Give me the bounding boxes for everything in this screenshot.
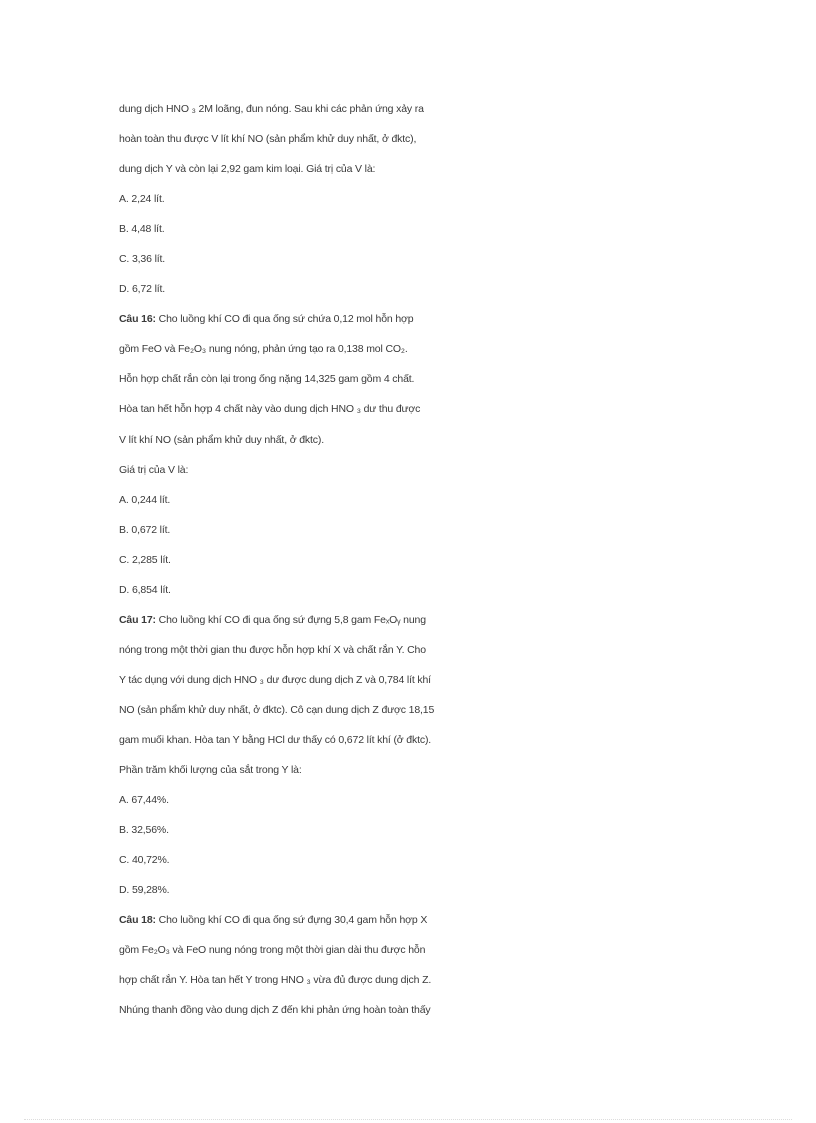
line-text: Cho luồng khí CO đi qua ống sứ đựng 30,4 gam hỗn hợp X (155, 914, 428, 927)
line-text: NO (sản phẩm khử duy nhất, ở đktc). Cô cạn dung dịch Z được 18,15 (119, 703, 435, 716)
line-text: Hỗn hợp chất rắn còn lại trong ống nặng 14,325 gam gồm 4 chất. (119, 373, 415, 386)
text-line (119, 969, 479, 999)
line-text: Y tác dụng với dung dịch HNO ₃ dư được dung dịch Z và 0,784 lít khí (119, 673, 431, 686)
line-text: nóng trong một thời gian thu được hỗn hợp khí X và chất rắn Y. Cho (119, 643, 426, 656)
line-text: gồm FeO và Fe₂O₃ nung nóng, phản ứng tạo ra 0,138 mol CO₂. (119, 343, 408, 356)
line-text: Hòa tan hết hỗn hợp 4 chất này vào dung dịch HNO ₃ dư thu được (119, 403, 421, 416)
text-line (119, 639, 479, 669)
question-line (119, 909, 479, 939)
text-line (119, 218, 479, 248)
question-line (119, 609, 479, 639)
line-text: D. 6,854 lít. (119, 583, 171, 596)
text-line (119, 819, 479, 849)
text-line (119, 98, 479, 128)
line-text: Cho luồng khí CO đi qua ống sứ chứa 0,12 mol hỗn hợp (155, 313, 414, 326)
line-text: B. 0,672 lít. (119, 523, 171, 536)
line-text: B. 32,56%. (119, 824, 169, 837)
text-line (119, 398, 479, 428)
text-line (119, 158, 479, 188)
text-line (119, 338, 479, 368)
question-number: Câu 16: (119, 313, 156, 326)
text-line (119, 429, 479, 459)
text-line (119, 879, 479, 909)
question-number: Câu 18: (119, 914, 156, 927)
line-text: A. 2,24 lít. (119, 193, 165, 206)
text-line (119, 939, 479, 969)
question-line (119, 308, 479, 338)
line-text: Giá trị của V là: (119, 463, 189, 476)
text-line (119, 549, 479, 579)
line-text: hợp chất rắn Y. Hòa tan hết Y trong HNO ₃ vừa đủ được dung dịch Z. (119, 974, 432, 987)
line-text: C. 2,285 lít. (119, 553, 171, 566)
line-text: C. 3,36 lít. (119, 253, 166, 266)
text-line (119, 128, 479, 158)
line-text: C. 40,72%. (119, 854, 170, 867)
text-line (119, 248, 479, 278)
page-bottom-divider (24, 1119, 792, 1120)
line-text: Nhúng thanh đồng vào dung dịch Z đến khi phản ứng hoàn toàn thấy (119, 1004, 431, 1017)
text-line (119, 789, 479, 819)
line-text: gồm Fe₂O₃ và FeO nung nóng trong một thời gian dài thu được hỗn (119, 944, 426, 957)
line-text: V lít khí NO (sản phẩm khử duy nhất, ở đktc). (119, 433, 324, 446)
line-text: gam muối khan. Hòa tan Y bằng HCl dư thấy có 0,672 lít khí (ở đktc). (119, 733, 432, 746)
text-line (119, 459, 479, 489)
line-text: A. 67,44%. (119, 794, 169, 807)
text-line (119, 489, 479, 519)
text-line (119, 669, 479, 699)
text-line (119, 999, 479, 1029)
text-line (119, 699, 479, 729)
line-text: hoàn toàn thu được V lít khí NO (sản phẩm khử duy nhất, ở đktc), (119, 133, 417, 146)
text-line (119, 849, 479, 879)
text-line (119, 188, 479, 218)
text-line (119, 579, 479, 609)
line-text: A. 0,244 lít. (119, 493, 171, 506)
text-line (119, 368, 479, 398)
line-text: Cho luồng khí CO đi qua ống sứ đựng 5,8 gam FeₓOᵧ nung (155, 613, 426, 626)
text-line (119, 519, 479, 549)
line-text: Phần trăm khối lượng của sắt trong Y là: (119, 764, 302, 777)
text-line (119, 278, 479, 308)
text-line (119, 759, 479, 789)
document-body (119, 98, 479, 1029)
question-number: Câu 17: (119, 613, 156, 626)
line-text: D. 6,72 lít. (119, 283, 166, 296)
line-text: dung dịch HNO ₃ 2M loãng, đun nóng. Sau khi các phản ứng xảy ra (119, 103, 424, 115)
line-text: D. 59,28%. (119, 884, 170, 897)
line-text: B. 4,48 lít. (119, 223, 165, 236)
line-text: dung dịch Y và còn lại 2,92 gam kim loại. Giá trị của V là: (119, 163, 376, 176)
text-line (119, 729, 479, 759)
